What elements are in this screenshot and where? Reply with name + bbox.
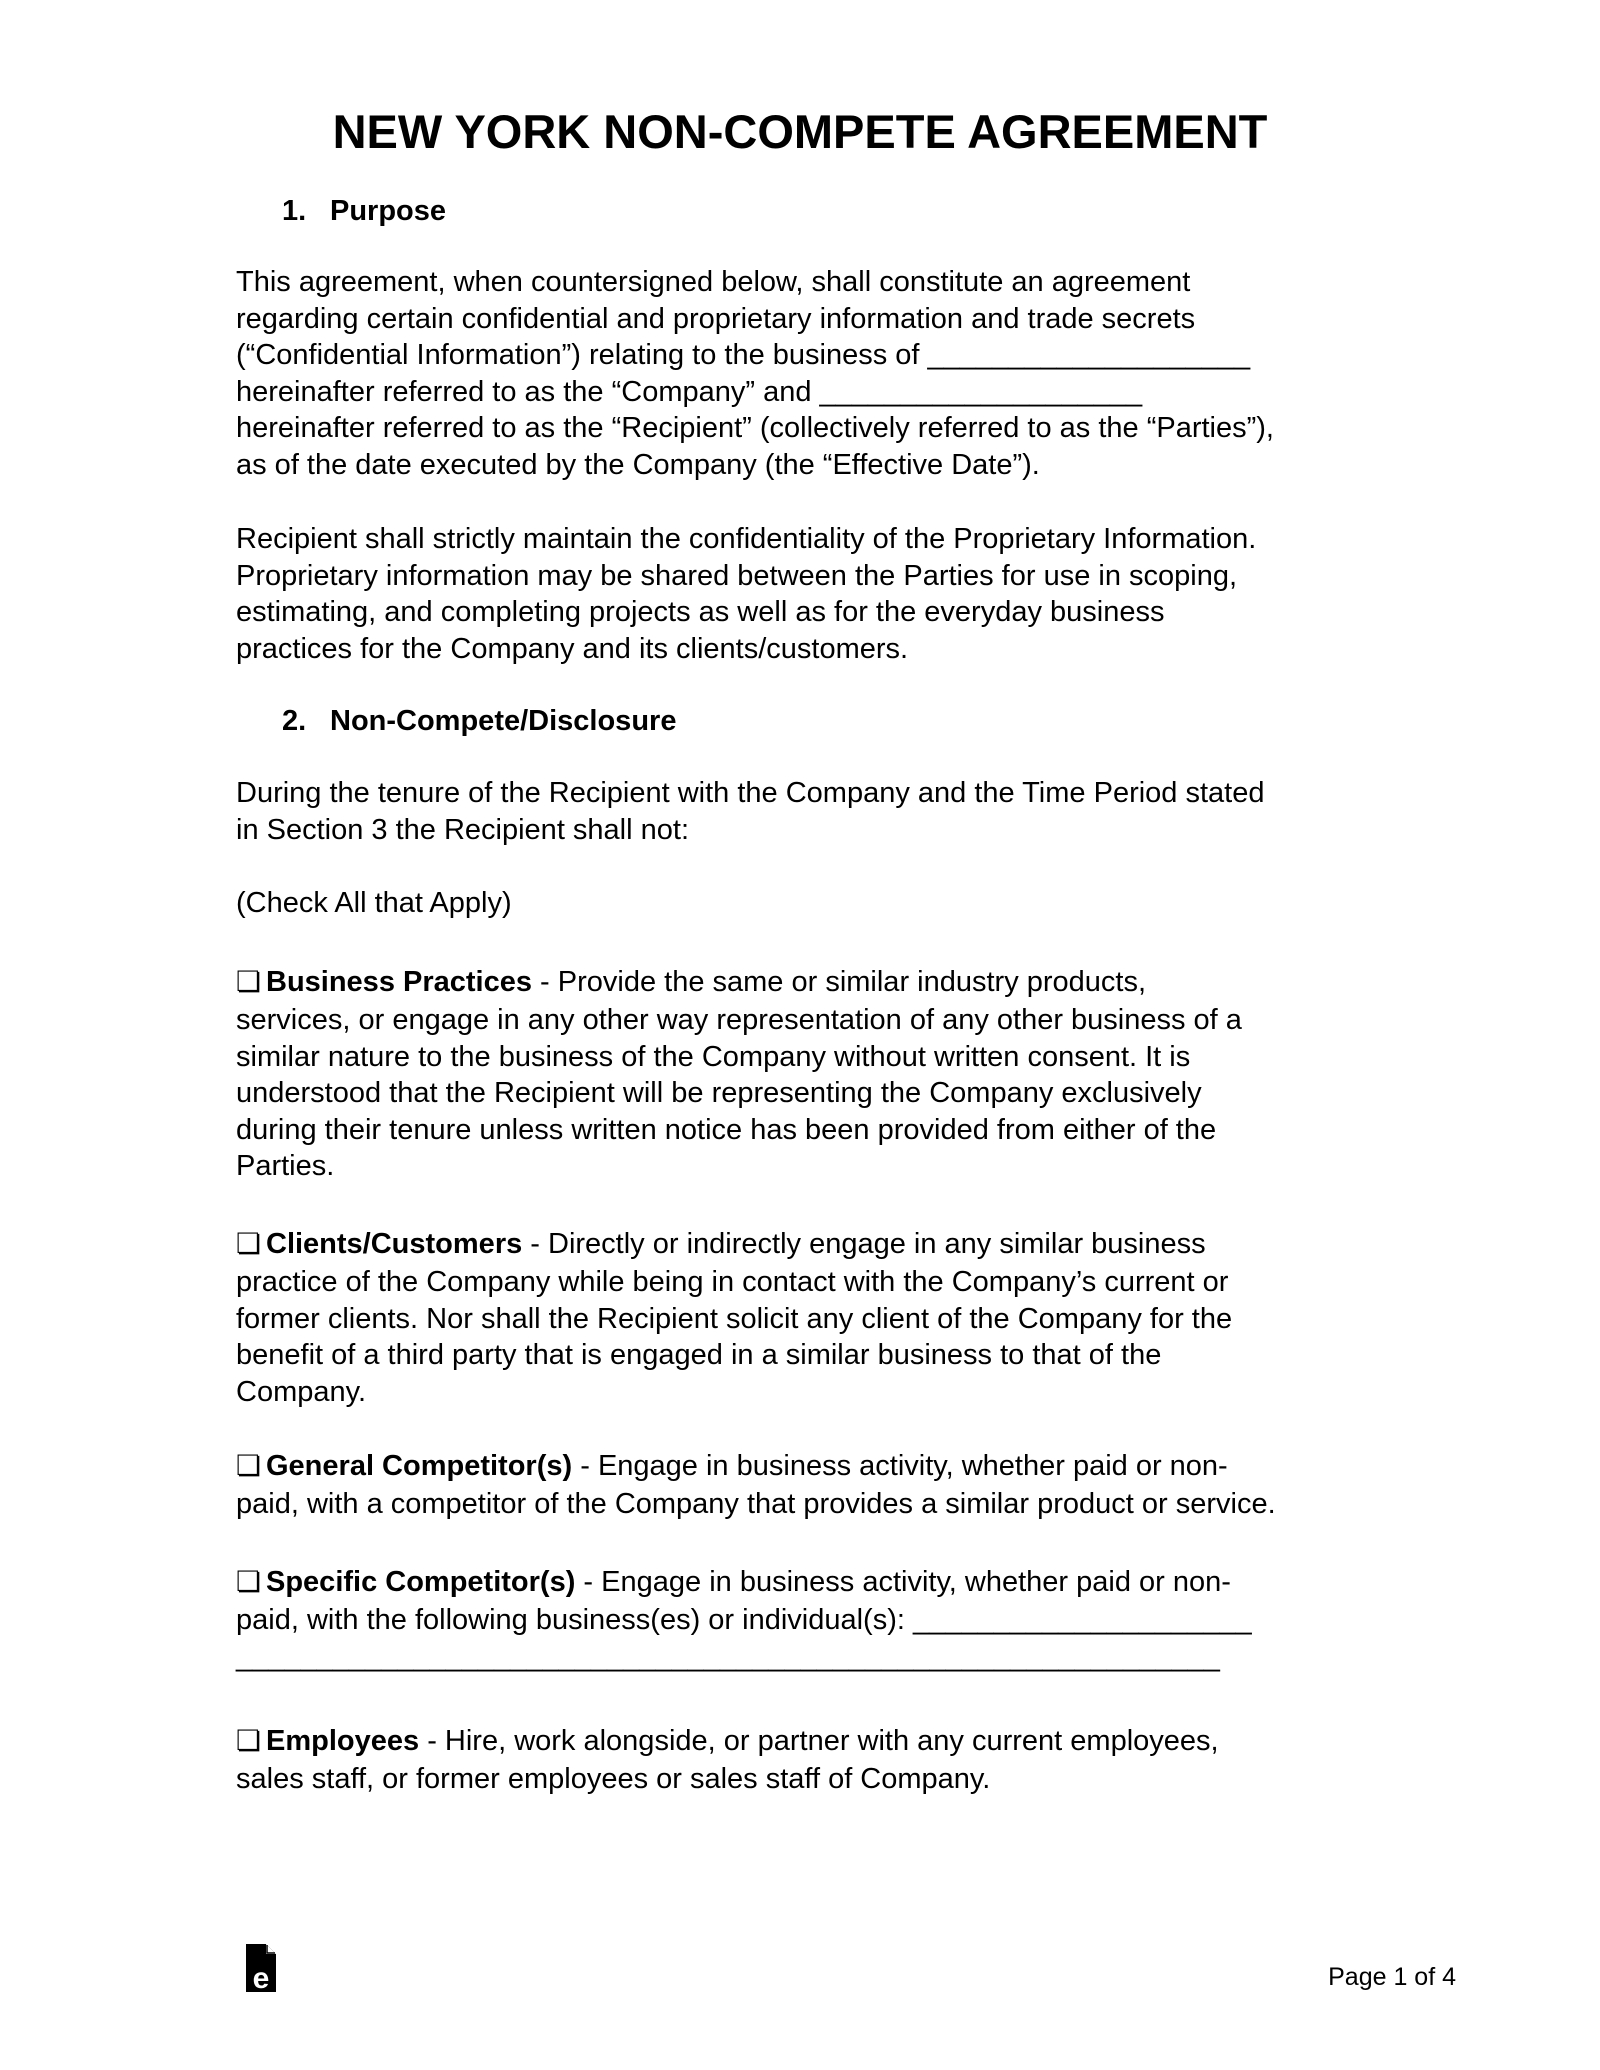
option-specific-competitors [236,1562,1386,1675]
section-heading-purpose [282,193,446,229]
option-label: Employees [266,1725,420,1757]
text-line: services, or engage in any other way representation of any other business of a [236,1004,1242,1036]
text-line: Parties. [236,1150,335,1182]
option-clients-customers [236,1224,1386,1410]
text-line: regarding certain confidential and proprietary information and trade secrets [236,302,1196,335]
check-note: (Check All that Apply) [236,887,512,919]
section-title: Non-Compete/Disclosure [330,705,677,737]
option-label: General Competitor(s) [266,1450,573,1482]
purpose-paragraph-2 [236,521,1386,667]
text-line: Recipient shall strictly maintain the confidentiality of the Proprietary Information. [236,523,1257,555]
checkbox-icon[interactable]: ❏ [236,1449,262,1482]
text-line: in Section 3 the Recipient shall not: [236,813,689,846]
option-text: - Engage in business activity, whether paid or non- [572,1450,1228,1482]
checkbox-icon[interactable]: ❏ [236,965,262,998]
section-heading-non-compete [282,703,676,739]
eforms-logo-icon [244,1944,278,1994]
text-line: benefit of a third party that is engaged in a similar business to that of the [236,1339,1162,1371]
text-line: sales staff, or former employees or sales staff of Company. [236,1763,991,1795]
competitor-blank-line: paid, with the following business(es) or individual(s): _____________________ [236,1604,1252,1636]
text-line: During the tenure of the Recipient with the Company and the Time Period stated [236,777,1265,809]
option-label: Business Practices [266,966,532,998]
option-text: - Engage in business activity, whether paid or non- [575,1566,1231,1598]
text-line: during their tenure unless written notice has been provided from either of the [236,1113,1217,1146]
competitor-blank-line: _____________________________________________________________ [236,1640,1220,1673]
document-title: NEW YORK NON-COMPETE AGREEMENT [332,105,1268,158]
option-text: - Directly or indirectly engage in any similar business [522,1228,1206,1260]
text-line: paid, with a competitor of the Company that provides a similar product or service. [236,1488,1276,1520]
text-line: Company. [236,1375,367,1408]
text-line: former clients. Nor shall the Recipient solicit any client of the Company for the [236,1302,1233,1335]
purpose-paragraph-1 [236,264,1386,483]
text-line: Proprietary information may be shared between the Parties for use in scoping, [236,559,1238,592]
checkbox-icon[interactable]: ❏ [236,1227,262,1260]
option-label: Specific Competitor(s) [266,1566,576,1598]
non-compete-intro [236,775,1386,848]
text-line: estimating, and completing projects as well as for the everyday business [236,596,1165,628]
checkbox-icon[interactable]: ❏ [236,1565,262,1598]
text-line: as of the date executed by the Company (the “Effective Date”). [236,448,1040,481]
section-number: 1. [282,195,307,227]
option-business-practices [236,962,1386,1185]
option-text: - Provide the same or similar industry products, [531,966,1147,998]
svg-text:e: e [252,1962,270,1994]
text-line: similar nature to the business of the Company without written consent. It is [236,1040,1191,1073]
checkbox-icon[interactable]: ❏ [236,1724,262,1757]
text-line: This agreement, when countersigned below, shall constitute an agreement [236,266,1191,298]
section-title: Purpose [330,195,447,227]
option-employees [236,1721,1386,1798]
text-line: practice of the Company while being in contact with the Company’s current or [236,1266,1229,1298]
text-line: practices for the Company and its clients/customers. [236,632,909,665]
text-line: understood that the Recipient will be representing the Company exclusively [236,1077,1202,1109]
page-number: Page 1 of 4 [1328,1963,1456,1991]
text-line: hereinafter referred to as the “Recipient” (collectively referred to as the “Parties”), [236,412,1274,444]
company-business-blank-line: (“Confidential Information”) relating to the business of ____________________ [236,339,1251,371]
option-general-competitors [236,1446,1386,1523]
option-text: - Hire, work alongside, or partner with any current employees, [419,1725,1219,1757]
option-label: Clients/Customers [266,1228,523,1260]
section-number: 2. [282,705,307,737]
recipient-blank-line: hereinafter referred to as the “Company” and ____________________ [236,375,1143,408]
